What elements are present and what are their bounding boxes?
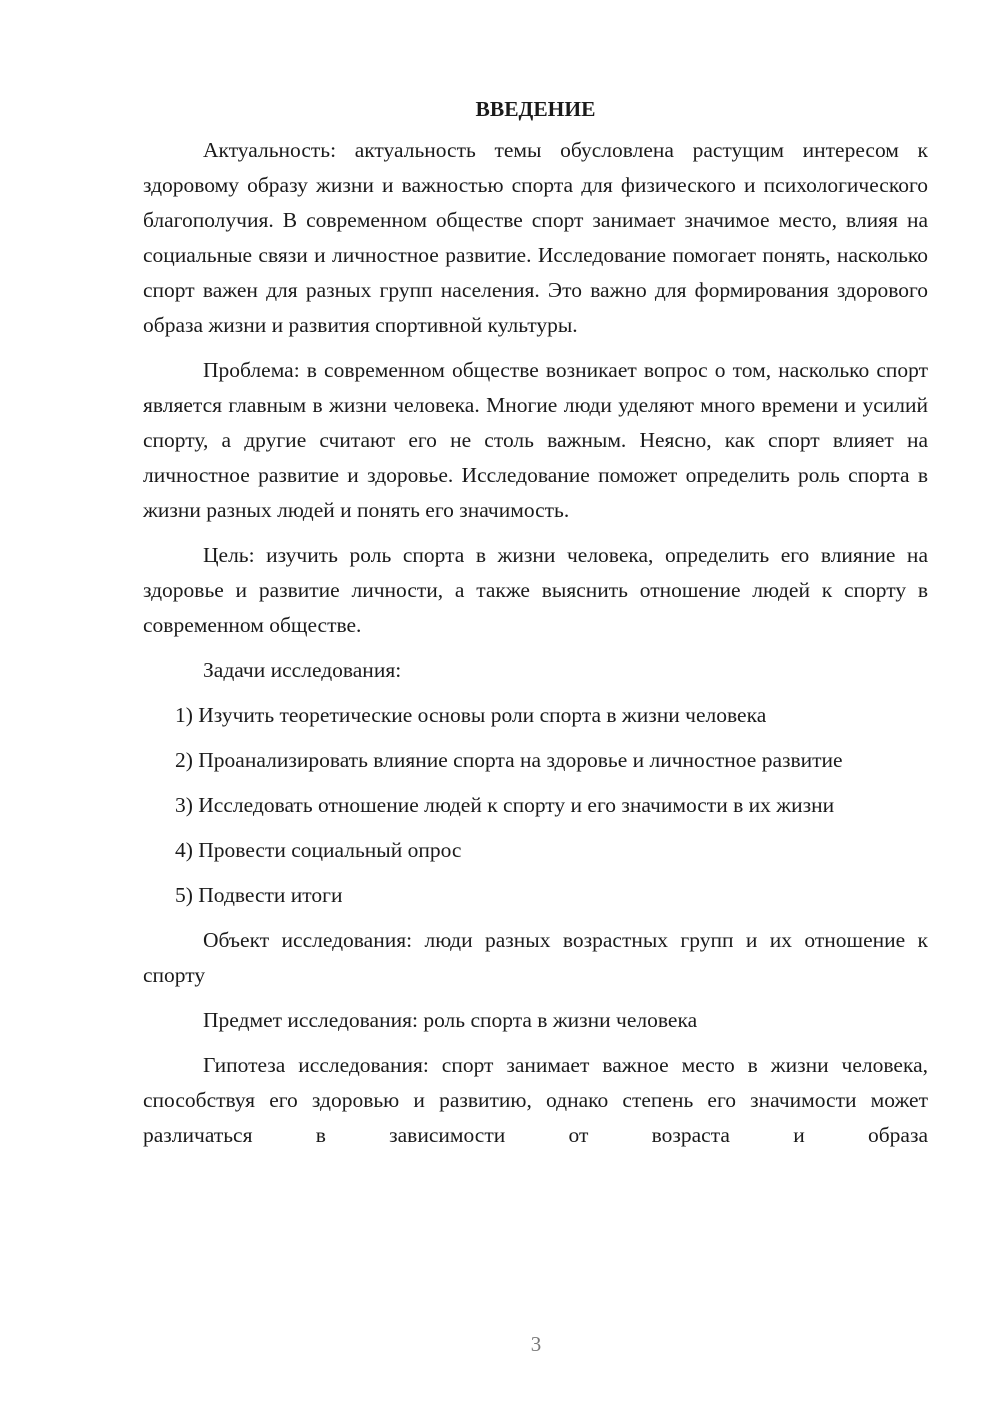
paragraph-subject: Предмет исследования: роль спорта в жизни человека bbox=[203, 1008, 698, 1032]
page-number: 3 bbox=[530, 1332, 542, 1356]
document-page bbox=[143, 92, 928, 1153]
paragraph-goal: Цель: изучить роль спорта в жизни человека, определить его влияние на здоровье и развитие личности, а также выяснить отношение людей к спорту в современном обществе. bbox=[143, 543, 928, 637]
section-title: ВВЕДЕНИЕ bbox=[475, 97, 596, 121]
paragraph-problem: Проблема: в современном обществе возникает вопрос о том, насколько спорт является главным в жизни человека. Многие люди уделяют много времени и усилий спорту, а другие считают его не столь важным. Неясно, как спорт влияет на личностное развитие и здоровье. Исследование поможет определить роль спорта в жизни разных людей и понять его значимость. bbox=[143, 358, 928, 522]
task-item-4: 4) Провести социальный опрос bbox=[175, 838, 462, 862]
task-item-1: 1) Изучить теоретические основы роли спорта в жизни человека bbox=[175, 703, 767, 727]
tasks-heading: Задачи исследования: bbox=[203, 658, 402, 682]
task-item-5: 5) Подвести итоги bbox=[175, 883, 343, 907]
task-item-3: 3) Исследовать отношение людей к спорту и его значимости в их жизни bbox=[175, 793, 835, 817]
paragraph-relevance: Актуальность: актуальность темы обусловлена растущим интересом к здоровому образу жизни и важностью спорта для физического и психологического благополучия. В современном обществе спорт занимает значимое место, влияя на социальные связи и личностное развитие. Исследование помогает понять, насколько спорт важен для разных групп населения. Это важно для формирования здорового образа жизни и развития спортивной культуры. bbox=[143, 138, 928, 337]
paragraph-object: Объект исследования: люди разных возрастных групп и их отношение к спорту bbox=[143, 928, 928, 987]
task-item-2: 2) Проанализировать влияние спорта на здоровье и личностное развитие bbox=[175, 748, 843, 772]
paragraph-hypothesis: Гипотеза исследования: спорт занимает важное место в жизни человека, способствуя его здоровью и развитию, однако степень его значимости может различаться в зависимости от возраста и образа bbox=[143, 1053, 928, 1147]
